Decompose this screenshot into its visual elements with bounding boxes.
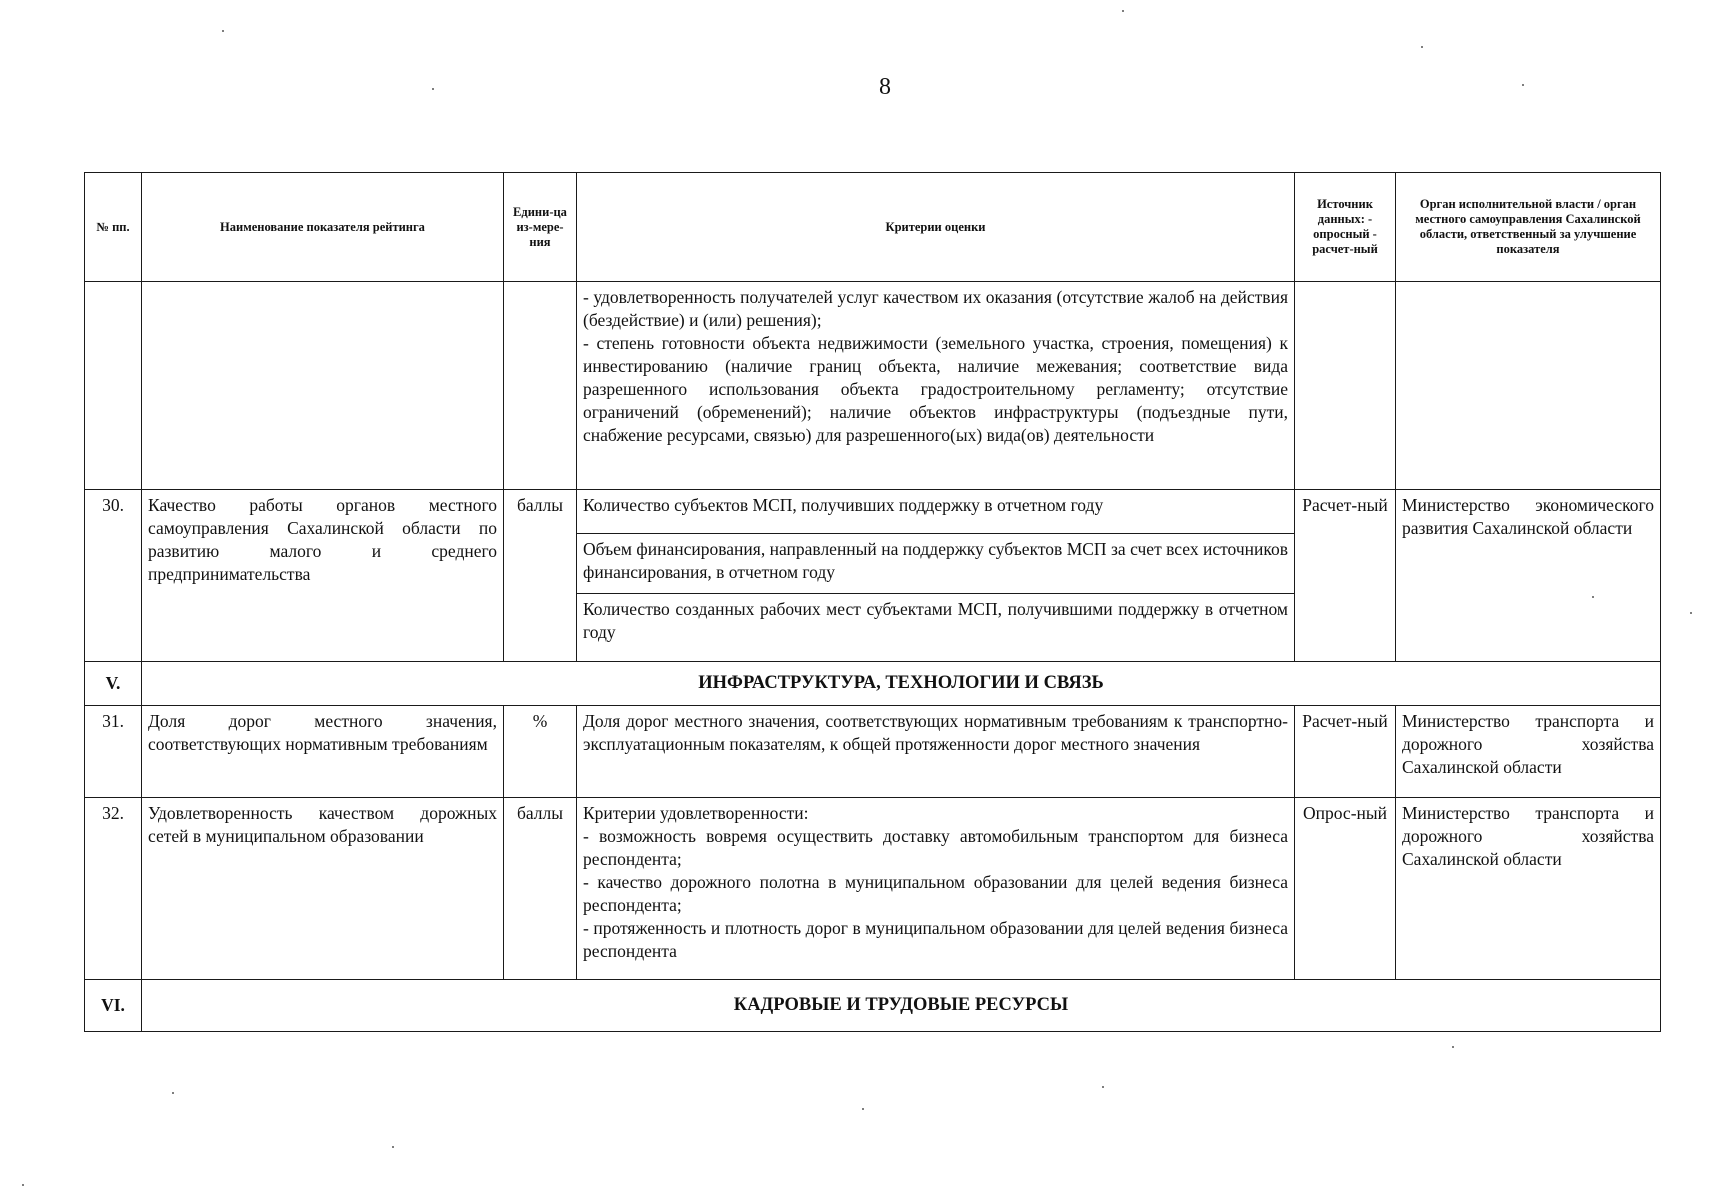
criteria-line: - протяженность и плотность дорог в муниципальном образовании для целей ведения бизнеса респондента bbox=[583, 918, 1288, 961]
scan-speck bbox=[1522, 84, 1524, 86]
criteria-item: Количество созданных рабочих мест субъектами МСП, получившими поддержку в отчетном году bbox=[577, 594, 1295, 662]
header-name: Наименование показателя рейтинга bbox=[142, 173, 504, 282]
header-num: № пп. bbox=[85, 173, 142, 282]
scan-speck bbox=[222, 30, 224, 32]
cell-empty bbox=[1396, 282, 1661, 490]
section-row bbox=[85, 662, 1661, 706]
cell-empty bbox=[85, 282, 142, 490]
rating-table bbox=[84, 172, 1661, 1032]
section-row bbox=[85, 980, 1661, 1032]
scan-speck bbox=[1592, 596, 1594, 598]
data-source: Опрос-ный bbox=[1295, 798, 1396, 980]
scan-speck bbox=[1452, 1046, 1454, 1048]
scan-speck bbox=[432, 88, 434, 90]
criteria-line: - удовлетворенность получателей услуг качеством их оказания (отсутствие жалоб на действия (бездействие) и (или) решения); bbox=[583, 287, 1288, 330]
continuation-criteria bbox=[577, 282, 1295, 490]
criteria-line: Критерии удовлетворенности: bbox=[583, 803, 809, 823]
table-row bbox=[85, 706, 1661, 798]
header-unit: Едини-ца из-мере-ния bbox=[504, 173, 577, 282]
header-source: Источник данных: - опросный - расчет-ный bbox=[1295, 173, 1396, 282]
criteria-line: - степень готовности объекта недвижимости (земельного участка, строения, помещения) к инвестированию (наличие границ объекта, наличие межевания; соответствие вида разрешенного использования объекта градостроительному регламенту; отсутствие ограничений (обременений); наличие объектов инфраструктуры (подъездные пути, снабжение ресурсами, связью) для разрешенного(ых) вида(ов) деятельности bbox=[583, 333, 1288, 445]
responsible-authority: Министерство экономического развития Сахалинской области bbox=[1396, 490, 1661, 662]
criteria-item: Объем финансирования, направленный на поддержку субъектов МСП за счет всех источников финансирования, в отчетном году bbox=[577, 534, 1295, 594]
table-row bbox=[85, 798, 1661, 980]
section-number: VI. bbox=[85, 980, 142, 1032]
criteria-item: Доля дорог местного значения, соответствующих нормативным требованиям к транспортно-эксплуатационным показателям, к общей протяженности дорог местного значения bbox=[577, 706, 1295, 798]
continuation-row bbox=[85, 282, 1661, 490]
cell-empty bbox=[1295, 282, 1396, 490]
responsible-authority: Министерство транспорта и дорожного хозяйства Сахалинской области bbox=[1396, 798, 1661, 980]
scan-speck bbox=[22, 1184, 24, 1186]
section-number: V. bbox=[85, 662, 142, 706]
criteria-item: Количество субъектов МСП, получивших поддержку в отчетном году bbox=[577, 490, 1295, 534]
criteria-line: - возможность вовремя осуществить доставку автомобильным транспортом для бизнеса респондента; bbox=[583, 826, 1288, 869]
scan-speck bbox=[1122, 10, 1124, 12]
table-row bbox=[85, 490, 1661, 534]
data-source: Расчет-ный bbox=[1295, 490, 1396, 662]
section-title: КАДРОВЫЕ И ТРУДОВЫЕ РЕСУРСЫ bbox=[142, 980, 1661, 1032]
cell-empty bbox=[504, 282, 577, 490]
indicator-name: Доля дорог местного значения, соответствующих нормативным требованиям bbox=[142, 706, 504, 798]
data-source: Расчет-ный bbox=[1295, 706, 1396, 798]
scan-speck bbox=[172, 1092, 174, 1094]
row-number: 30. bbox=[85, 490, 142, 662]
scan-speck bbox=[1690, 612, 1692, 614]
scan-speck bbox=[392, 1146, 394, 1148]
scan-speck bbox=[1102, 1086, 1104, 1088]
unit: баллы bbox=[504, 798, 577, 980]
page-number: 8 bbox=[879, 74, 891, 100]
unit: % bbox=[504, 706, 577, 798]
cell-empty bbox=[142, 282, 504, 490]
row-number: 32. bbox=[85, 798, 142, 980]
unit: баллы bbox=[504, 490, 577, 662]
scan-speck bbox=[862, 1108, 864, 1110]
indicator-name: Качество работы органов местного самоуправления Сахалинской области по развитию малого и среднего предпринимательства bbox=[142, 490, 504, 662]
header-authority: Орган исполнительной власти / орган местного самоуправления Сахалинской области, ответственный за улучшение показателя bbox=[1396, 173, 1661, 282]
indicator-name: Удовлетворенность качеством дорожных сетей в муниципальном образовании bbox=[142, 798, 504, 980]
row-number: 31. bbox=[85, 706, 142, 798]
criteria-list bbox=[577, 798, 1295, 980]
header-criteria: Критерии оценки bbox=[577, 173, 1295, 282]
criteria-line: - качество дорожного полотна в муниципальном образовании для целей ведения бизнеса респондента; bbox=[583, 872, 1288, 915]
scan-speck bbox=[1421, 46, 1423, 48]
section-title: ИНФРАСТРУКТУРА, ТЕХНОЛОГИИ И СВЯЗЬ bbox=[142, 662, 1661, 706]
responsible-authority: Министерство транспорта и дорожного хозяйства Сахалинской области bbox=[1396, 706, 1661, 798]
header-row bbox=[85, 173, 1661, 282]
